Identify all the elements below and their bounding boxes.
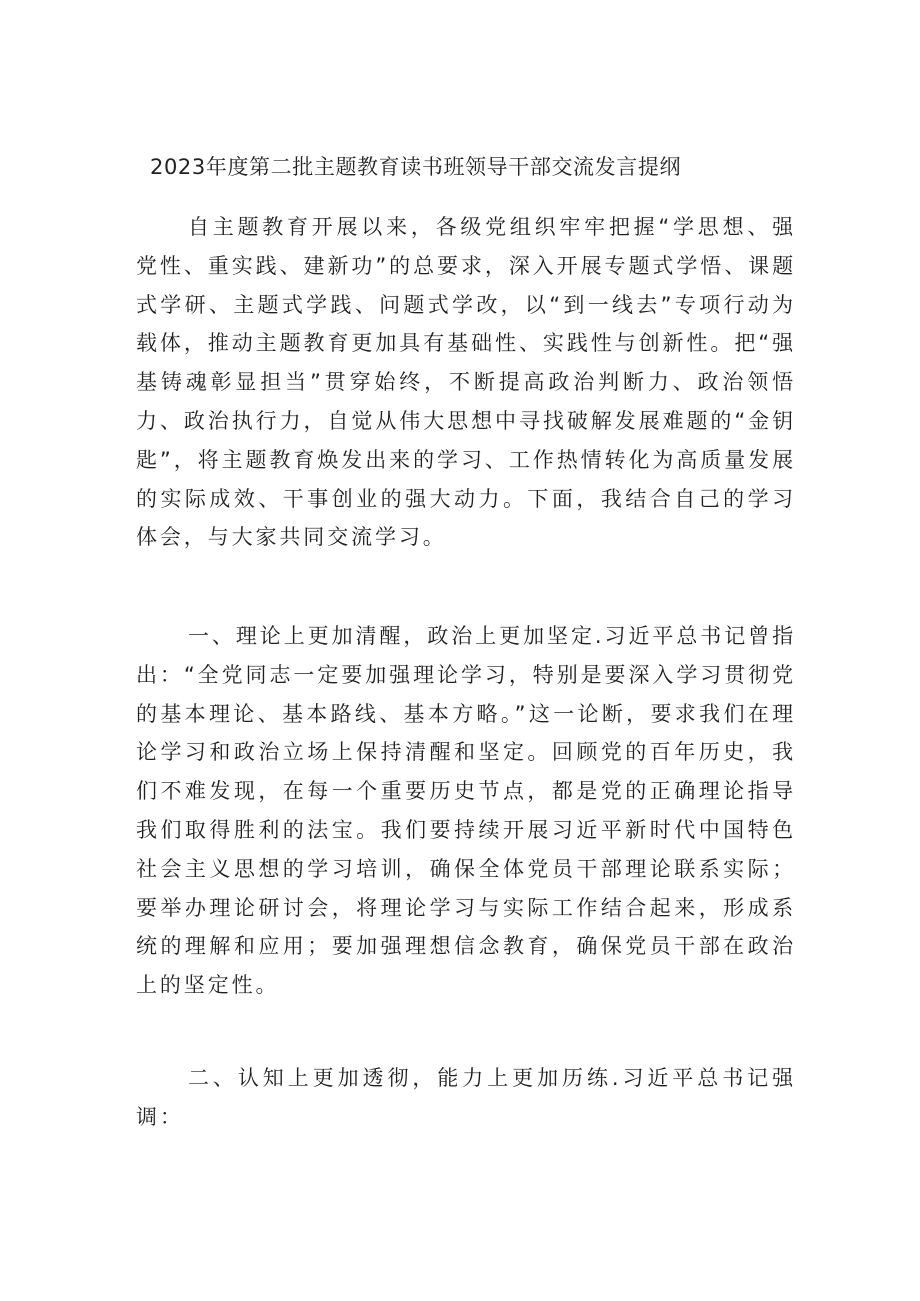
paragraph-intro: 自主题教育开展以来，各级党组织牢牢把握“学思想、强党性、重实践、建新功”的总要求，深入开展专题式学悟、课题式学研、主题式学践、问题式学改，以“到一线去”专项行动为载体，推动主题教育更加具有基础性、实践性与创新性。把“强基铸魂彰显担当”贯穿始终，不断提高政治判断力、政治领悟力、政治执行力，自觉从伟大思想中寻找破解发展难题的“金钥匙”，将主题教育焕发出来的学习、工作热情转化为高质量发展的实际成效、干事创业的强大动力。下面，我结合自己的学习体会，与大家共同交流学习。 bbox=[136, 215, 796, 550]
paragraph-section-one: 一、理论上更加清醒，政治上更加坚定.习近平总书记曾指出：“全党同志一定要加强理论学习，特别是要深入学习贯彻党的基本理论、基本路线、基本方略。”这一论断，要求我们在理论学习和政治立场上保持清醒和坚定。回顾党的百年历史，我们不难发现，在每一个重要历史节点，都是党的正确理论指导我们取得胜利的法宝。我们要持续开展习近平新时代中国特色社会主义思想的学习培训，确保全体党员干部理论联系实际；要举办理论研讨会，将理论学习与实际工作结合起来，形成系统的理解和应用；要加强理想信念教育，确保党员干部在政治上的坚定性。 bbox=[136, 624, 796, 998]
document-title: 2023年度第二批主题教育读书班领导干部交流发言提纲 bbox=[150, 155, 682, 179]
paragraph-section-two: 二、认知上更加透彻，能力上更加历练.习近平总书记强调： bbox=[136, 1066, 796, 1129]
